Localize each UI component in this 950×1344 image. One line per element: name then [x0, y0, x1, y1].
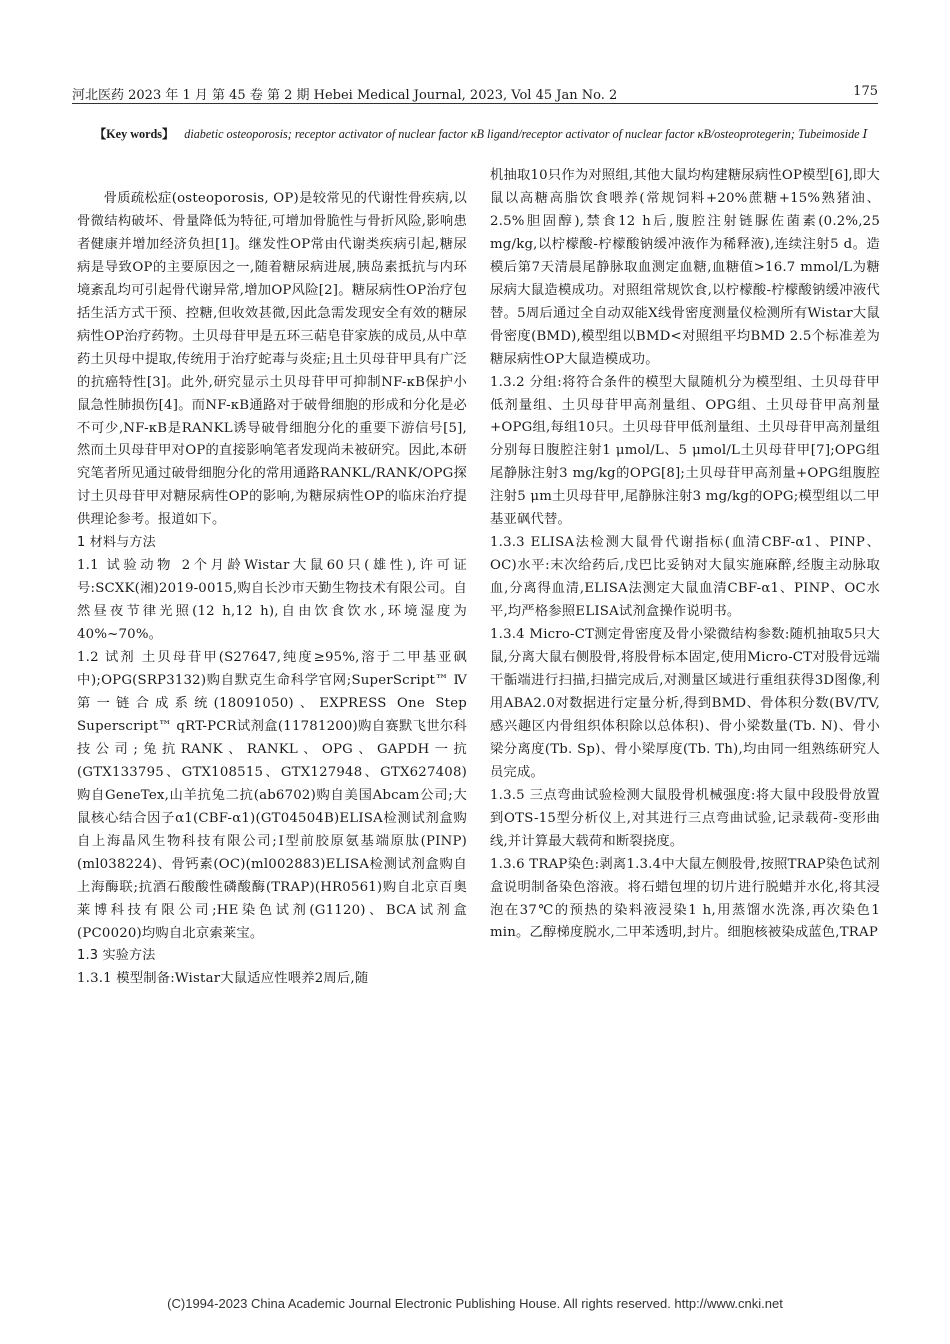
left-column [77, 188, 467, 991]
journal-citation: 河北医药 2023 年 1 月 第 45 卷 第 2 期 Hebei Medical Journal, 2023, Vol 45 Jan No. 2 [72, 88, 618, 103]
paragraph-microct: 1.3.4 Micro-CT测定骨密度及骨小梁微结构参数:随机抽取5只大鼠,分离大鼠右侧股骨,将股骨标本固定,使用Micro-CT对股骨远端干骺端进行扫描,扫描完成后,对测量区域进行重组获得3D图像,利用ABA2.0对数据进行定量分析,得到BMD、骨体积分数(BV/TV,感兴趣区内骨组织体积除以总体积)、骨小梁数量(Tb. N)、骨小梁分离度(Tb. Sp)、骨小梁厚度(Tb. Th),均由同一组熟练研究人员完成。 [490, 627, 880, 780]
section-heading: 1 材料与方法 [77, 535, 156, 551]
paragraph-animals: 1.1 试验动物 2个月龄Wistar大鼠60只(雄性),许可证号:SCXK(湘)2019-0015,购自长沙市天勤生物技术有限公司。自然昼夜节律光照(12 h,12 h),自由饮食饮水,环境湿度为40%~70%。 [77, 558, 467, 643]
paragraph-reagents: 1.2 试剂 土贝母苷甲(S27647,纯度≥95%,溶于二甲基亚砜中);OPG(SRP3132)购自默克生命科学官网;SuperScript™ Ⅳ 第一链合成系统(18091050)、EXPRESS One Step Superscript™ qRT-PCR试剂盒(11781200)购自赛默飞世尔科技公司;兔抗RANK、RANKL、OPG、GAPDH一抗(GTX133795、GTX108515、GTX127948、GTX627408)购自GeneTex,山羊抗兔二抗(ab6702)购自美国Abcam公司;大鼠核心结合因子α1(CBF-α1)(GT04504B)ELISA检测试剂盒购自上海晶风生物科技有限公司;Ⅰ型前胶原氨基端原肽(PINP)(ml038224)、骨钙素(OC)(ml002883)ELISA检测试剂盒购自上海酶联;抗酒石酸酸性磷酸酶(TRAP)(HR0561)购自北京百奥莱博科技有限公司;HE染色试剂(G1120)、BCA试剂盒(PC0020)均购自北京索莱宝。 [77, 650, 467, 941]
paragraph-elisa: 1.3.3 ELISA法检测大鼠骨代谢指标(血清CBF-α1、PINP、OC)水平:末次给药后,戊巴比妥钠对大鼠实施麻醉,经腹主动脉取血,分离得血清,ELISA法测定大鼠血清CBF-α1、PINP、OC水平,均严格参照ELISA试剂盒操作说明书。 [490, 535, 880, 620]
keywords [94, 123, 878, 145]
keywords-label: 【Key words】 [94, 127, 175, 141]
right-column [490, 165, 880, 945]
intro-paragraph: 骨质疏松症(osteoporosis, OP)是较常见的代谢性骨疾病,以骨微结构破坏、骨量降低为特征,可增加骨脆性与骨折风险,影响患者健康并增加经济负担[1]。继发性OP常由代谢类疾病引起,糖尿病是导致OP的主要原因之一,随着糖尿病进展,胰岛素抵抗与内环境紊乱均可引起骨代谢异常,增加OP风险[2]。糖尿病性OP治疗包括生活方式干预、控糖,但收效甚微,因此急需发现安全有效的糖尿病性OP治疗药物。土贝母苷甲是五环三萜皂苷家族的成员,从中草药土贝母中提取,传统用于治疗蛇毒与炎症;且土贝母苷甲具有广泛的抗癌特性[3]。此外,研究显示土贝母苷甲可抑制NF-κB保护小鼠急性肺损伤[4]。而NF-κB通路对于破骨细胞的形成和分化是必不可少,NF-κB是RANKL诱导破骨细胞分化的重要下游信号[5],然而土贝母苷甲对OP的直接影响笔者发现尚未被研究。因此,本研究笔者所见通过破骨细胞分化的常用通路RANKL/RANK/OPG探讨土贝母苷甲对糖尿病性OP的影响,为糖尿病性OP的临床治疗提供理论参考。报道如下。 [77, 191, 467, 528]
copyright-footer: (C)1994-2023 China Academic Journal Electronic Publishing House. All rights reserved. http://www.cnki.net [167, 1296, 783, 1311]
paragraph-model-cont: 机抽取10只作为对照组,其他大鼠均构建糖尿病性OP模型[6],即大鼠以高糖高脂饮食喂养(常规饲料+20%蔗糖+15%熟猪油、2.5%胆固醇),禁食12 h后,腹腔注射链脲佐菌素(0.2%,25 mg/kg,以柠檬酸-柠檬酸钠缓冲液作为稀释液),连续注射5 d。造模后第7天清晨尾静脉取血测定血糖,血糖值>16.7 mmol/L为糖尿病大鼠造模成功。对照组常规饮食,以柠檬酸-柠檬酸钠缓冲液代替。5周后通过全自动双能X线骨密度测量仪检测所有Wistar大鼠骨密度(BMD),模型组以BMD<对照组平均BMD 2.5个标准差为糖尿病性OP大鼠造模成功。 [490, 168, 880, 367]
paragraph-trap: 1.3.6 TRAP染色:剥离1.3.4中大鼠左侧股骨,按照TRAP染色试剂盒说明制备染色溶液。将石蜡包埋的切片进行脱蜡并水化,将其浸泡在37℃的预热的染料液浸染1 h,用蒸馏水洗涤,再次染色1 min。乙醇梯度脱水,二甲苯透明,封片。细胞核被染成蓝色,TRAP [490, 856, 880, 941]
paragraph-bending: 1.3.5 三点弯曲试验检测大鼠股骨机械强度:将大鼠中段股骨放置到OTS-15型分析仪上,对其进行三点弯曲试验,记录载荷-变形曲线,并计算最大载荷和断裂挠度。 [490, 787, 880, 849]
paragraph-model: 1.3.1 模型制备:Wistar大鼠适应性喂养2周后,随 [77, 971, 369, 987]
paragraph-grouping: 1.3.2 分组:将符合条件的模型大鼠随机分为模型组、土贝母苷甲低剂量组、土贝母苷甲高剂量组、OPG组、土贝母苷甲高剂量+OPG组,每组10只。土贝母苷甲低剂量组、土贝母苷甲高剂量组分别每日腹腔注射1 μmol/L、5 μmol/L土贝母苷甲[7];OPG组尾静脉注射3 mg/kg的OPG[8];土贝母苷甲高剂量+OPG组腹腔注射5 μm土贝母苷甲,尾静脉注射3 mg/kg的OPG;模型组以二甲基亚砜代替。 [490, 374, 880, 528]
keywords-text: diabetic osteoporosis; receptor activator of nuclear factor κB ligand/receptor activator of nuclear factor κB/osteoprotegerin; Tubeimoside Ⅰ [184, 127, 868, 141]
page-number: 175 [853, 84, 878, 99]
header-rule [72, 103, 878, 104]
subsection-heading: 1.3 实验方法 [77, 948, 156, 964]
